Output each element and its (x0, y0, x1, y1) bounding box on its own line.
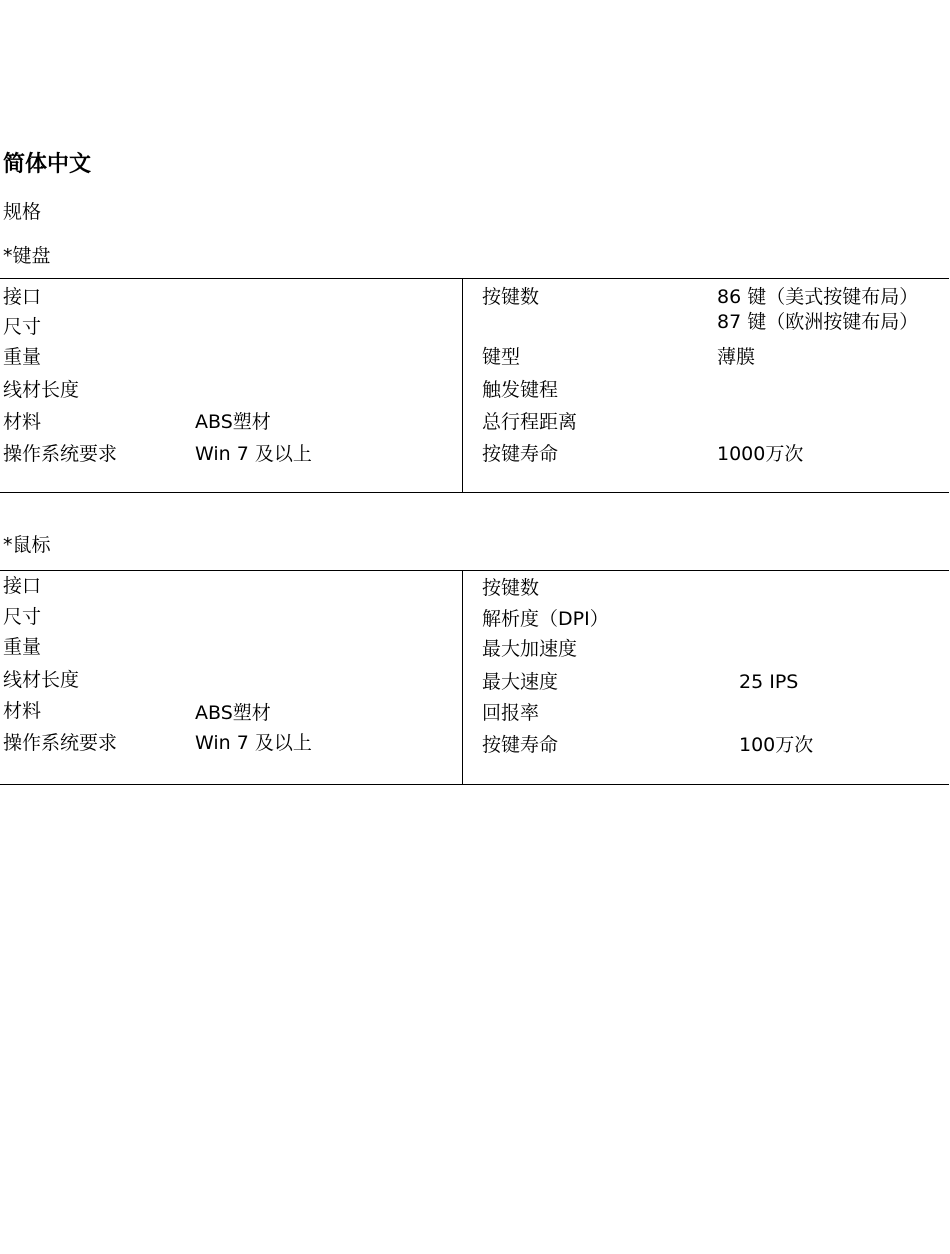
ms-label-interface: 接口 (3, 575, 42, 597)
keyboard-table-divider (462, 279, 463, 493)
kb-label-key-type: 键型 (482, 346, 521, 368)
kb-label-interface: 接口 (3, 286, 42, 308)
ms-label-max-acceleration: 最大加速度 (482, 638, 578, 660)
spec-heading: 规格 (3, 201, 42, 223)
keyboard-table-bottom-border (0, 492, 949, 493)
kb-value-os-requirement: Win 7 及以上 (195, 443, 312, 465)
ms-label-weight: 重量 (3, 636, 42, 658)
kb-label-os-requirement: 操作系统要求 (3, 443, 118, 465)
kb-label-material: 材料 (3, 411, 42, 433)
kb-label-key-lifespan: 按键寿命 (482, 443, 559, 465)
kb-value-key-count-us: 86 键（美式按键布局） (717, 286, 919, 308)
ms-label-material: 材料 (3, 700, 42, 722)
ms-value-max-speed: 25 IPS (739, 671, 799, 693)
keyboard-table-top-border (0, 278, 949, 279)
mouse-table-bottom-border (0, 784, 949, 785)
ms-label-button-count: 按键数 (482, 577, 540, 599)
language-heading: 简体中文 (3, 152, 92, 177)
kb-value-key-type: 薄膜 (717, 346, 756, 368)
ms-label-max-speed: 最大速度 (482, 671, 559, 693)
ms-label-size: 尺寸 (3, 606, 42, 628)
ms-value-material: ABS塑材 (195, 702, 271, 724)
mouse-table-top-border (0, 570, 949, 571)
kb-label-actuation-travel: 触发键程 (482, 379, 559, 401)
mouse-section-title: *鼠标 (3, 534, 51, 556)
kb-label-cable-length: 线材长度 (3, 379, 80, 401)
kb-label-total-travel: 总行程距离 (482, 411, 578, 433)
keyboard-section-title: *键盘 (3, 245, 51, 267)
ms-label-cable-length: 线材长度 (3, 669, 80, 691)
kb-label-weight: 重量 (3, 346, 42, 368)
kb-value-key-lifespan: 1000万次 (717, 443, 804, 465)
kb-label-key-count: 按键数 (482, 286, 540, 308)
kb-value-key-count-eu: 87 键（欧洲按键布局） (717, 311, 919, 333)
ms-label-polling-rate: 回报率 (482, 702, 540, 724)
ms-label-button-lifespan: 按键寿命 (482, 734, 559, 756)
ms-label-os-requirement: 操作系统要求 (3, 732, 118, 754)
kb-label-size: 尺寸 (3, 316, 42, 338)
kb-value-material: ABS塑材 (195, 411, 271, 433)
ms-label-dpi: 解析度（DPI） (482, 608, 609, 630)
mouse-table-divider (462, 571, 463, 784)
ms-value-button-lifespan: 100万次 (739, 734, 814, 756)
ms-value-os-requirement: Win 7 及以上 (195, 732, 312, 754)
